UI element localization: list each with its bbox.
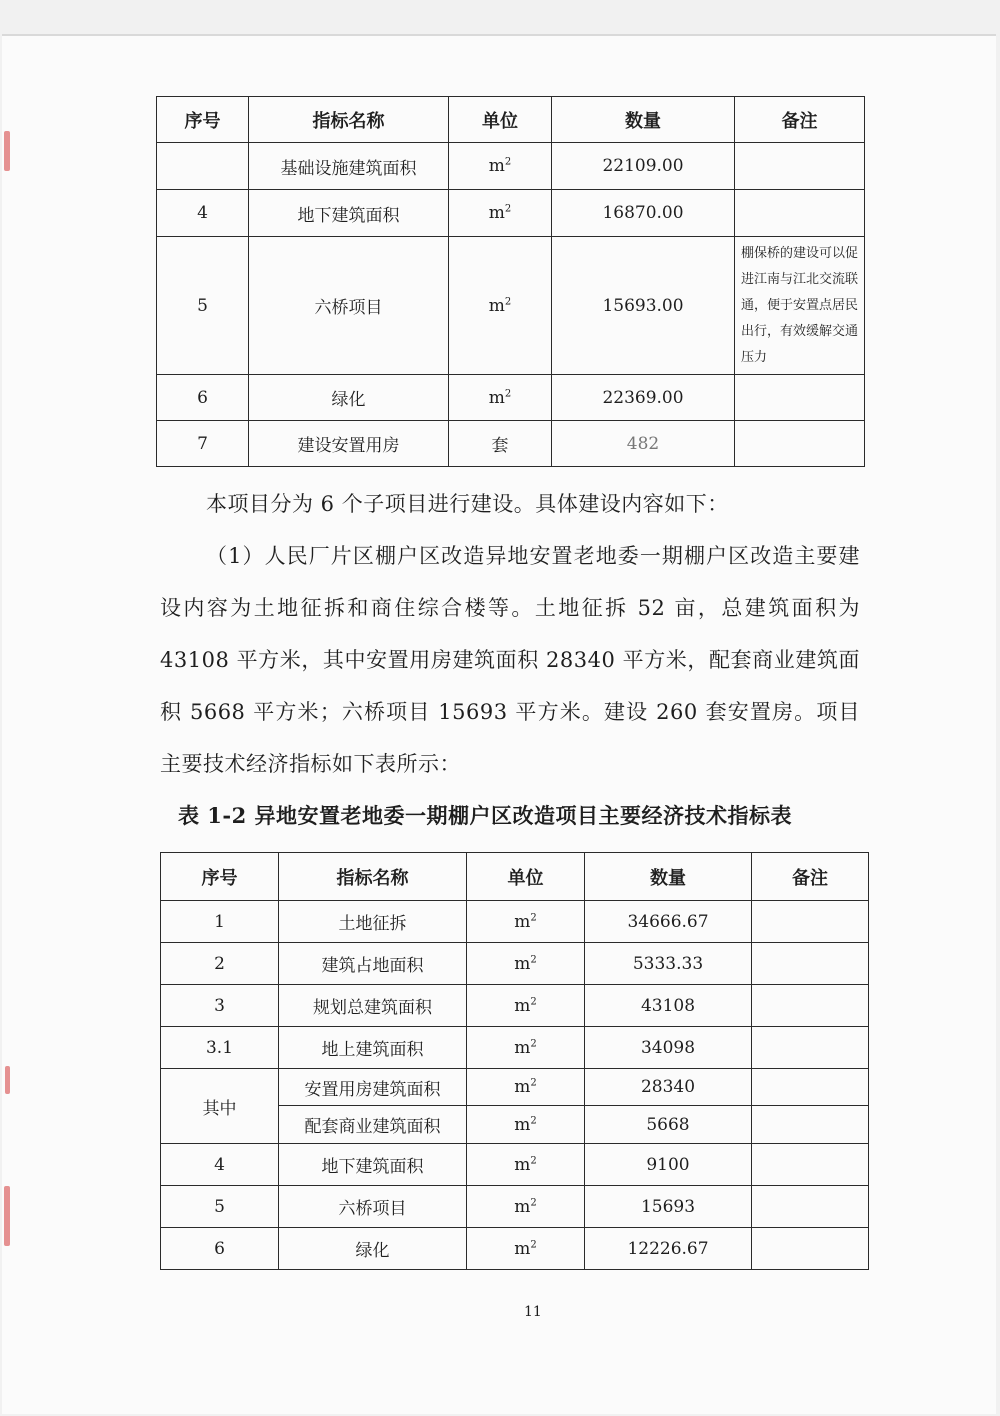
cell-no: 3 xyxy=(161,985,279,1027)
cell-unit: $m^2$ xyxy=(449,375,552,421)
seal-edge-mark xyxy=(4,131,10,171)
cell-unit: $m^2$ xyxy=(467,943,585,985)
table-row xyxy=(157,143,865,190)
cell-note xyxy=(752,1144,869,1186)
cell-qty: 22369.00 xyxy=(552,375,735,421)
cell-qty: 15693.00 xyxy=(552,237,735,375)
cell-unit: $m^2$ xyxy=(467,1069,585,1106)
cell-note xyxy=(735,421,865,467)
table-row xyxy=(161,943,869,985)
cell-qty: 16870.00 xyxy=(552,190,735,237)
cell-qty: 28340 xyxy=(585,1069,752,1106)
cell-qty: 22109.00 xyxy=(552,143,735,190)
cell-no: 2 xyxy=(161,943,279,985)
seal-edge-mark xyxy=(4,1186,10,1246)
table-row xyxy=(157,375,865,421)
cell-note xyxy=(735,143,865,190)
table-row xyxy=(161,901,869,943)
cell-note xyxy=(752,1228,869,1270)
table-row xyxy=(161,1069,869,1106)
header-cell: 单位 xyxy=(467,853,585,901)
table-row xyxy=(161,1027,869,1069)
cell-name: 绿化 xyxy=(279,1228,467,1270)
indicator-table-1 xyxy=(156,96,865,467)
cell-name: 建筑占地面积 xyxy=(279,943,467,985)
cell-note xyxy=(752,943,869,985)
header-cell: 序号 xyxy=(161,853,279,901)
cell-note xyxy=(752,1186,869,1228)
cell-note xyxy=(752,1027,869,1069)
cell-unit: $m^2$ xyxy=(449,143,552,190)
cell-name: 地下建筑面积 xyxy=(279,1144,467,1186)
cell-name: 地上建筑面积 xyxy=(279,1027,467,1069)
cell-no: 5 xyxy=(161,1186,279,1228)
cell-unit: 套 xyxy=(449,421,552,467)
table-row xyxy=(157,237,865,375)
table-row xyxy=(161,1144,869,1186)
cell-note xyxy=(752,985,869,1027)
cell-qty: 9100 xyxy=(585,1144,752,1186)
cell-qty: 15693 xyxy=(585,1186,752,1228)
table-header-row xyxy=(157,97,865,143)
cell-no: 6 xyxy=(161,1228,279,1270)
cell-unit: $m^2$ xyxy=(467,1106,585,1144)
header-cell: 指标名称 xyxy=(249,97,449,143)
cell-qty: 43108 xyxy=(585,985,752,1027)
table-row xyxy=(157,421,865,467)
cell-name: 规划总建筑面积 xyxy=(279,985,467,1027)
cell-note xyxy=(735,375,865,421)
cell-note xyxy=(752,1106,869,1144)
table-row xyxy=(161,1186,869,1228)
cell-no: 7 xyxy=(157,421,249,467)
header-cell: 序号 xyxy=(157,97,249,143)
table-row xyxy=(157,190,865,237)
cell-unit: $m^2$ xyxy=(467,1027,585,1069)
cell-no: 1 xyxy=(161,901,279,943)
table-row xyxy=(161,985,869,1027)
cell-no: 6 xyxy=(157,375,249,421)
paragraph-intro: 本项目分为 6 个子项目进行建设。具体建设内容如下： xyxy=(206,492,729,516)
cell-group-label: 其中 xyxy=(161,1069,279,1144)
cell-name: 基础设施建筑面积 xyxy=(249,143,449,190)
cell-name: 地下建筑面积 xyxy=(249,190,449,237)
cell-name: 配套商业建筑面积 xyxy=(279,1106,467,1144)
cell-unit: $m^2$ xyxy=(467,1144,585,1186)
cell-no xyxy=(157,143,249,190)
cell-qty: 34666.67 xyxy=(585,901,752,943)
header-cell: 备注 xyxy=(735,97,865,143)
cell-unit: $m^2$ xyxy=(467,1186,585,1228)
paragraph-item-1: （1）人民厂片区棚户区改造异地安置老地委一期棚户区改造主要建设内容为土地征拆和商住综合楼等。土地征拆 52 亩，总建筑面积为 43108 平方米，其中安置用房建筑面积 28340 平方米，配套商业建筑面积 5668 平方米；六桥项目 15693 平方米。建设 260 套安置房。项目主要技术经济指标如下表所示： xyxy=(160,544,860,776)
cell-unit: $m^2$ xyxy=(467,1228,585,1270)
header-cell: 数量 xyxy=(552,97,735,143)
table-row xyxy=(161,1228,869,1270)
seal-edge-mark xyxy=(5,1066,10,1094)
cell-unit: $m^2$ xyxy=(467,985,585,1027)
cell-note xyxy=(752,901,869,943)
table-header-row xyxy=(161,853,869,901)
cell-qty: 5333.33 xyxy=(585,943,752,985)
cell-no: 4 xyxy=(161,1144,279,1186)
cell-name: 土地征拆 xyxy=(279,901,467,943)
indicator-table-2 xyxy=(160,852,869,1270)
cell-name: 六桥项目 xyxy=(249,237,449,375)
cell-qty: 12226.67 xyxy=(585,1228,752,1270)
cell-name: 安置用房建筑面积 xyxy=(279,1069,467,1106)
cell-qty: 34098 xyxy=(585,1027,752,1069)
page-number: 11 xyxy=(524,1304,542,1320)
cell-note xyxy=(735,190,865,237)
cell-note: 棚保桥的建设可以促进江南与江北交流联通，便于安置点居民出行，有效缓解交通压力 xyxy=(735,237,865,375)
cell-unit: $m^2$ xyxy=(449,190,552,237)
cell-name: 六桥项目 xyxy=(279,1186,467,1228)
header-cell: 数量 xyxy=(585,853,752,901)
cell-name: 建设安置用房 xyxy=(249,421,449,467)
cell-no: 3.1 xyxy=(161,1027,279,1069)
table-caption: 表 1-2 异地安置老地委一期棚户区改造项目主要经济技术指标表 xyxy=(178,803,793,828)
cell-note xyxy=(752,1069,869,1106)
cell-unit: $m^2$ xyxy=(467,901,585,943)
header-cell: 指标名称 xyxy=(279,853,467,901)
header-cell: 备注 xyxy=(752,853,869,901)
header-cell: 单位 xyxy=(449,97,552,143)
cell-name: 绿化 xyxy=(249,375,449,421)
cell-qty: 482 xyxy=(552,421,735,467)
cell-no: 4 xyxy=(157,190,249,237)
cell-unit: $m^2$ xyxy=(449,237,552,375)
cell-qty: 5668 xyxy=(585,1106,752,1144)
cell-no: 5 xyxy=(157,237,249,375)
